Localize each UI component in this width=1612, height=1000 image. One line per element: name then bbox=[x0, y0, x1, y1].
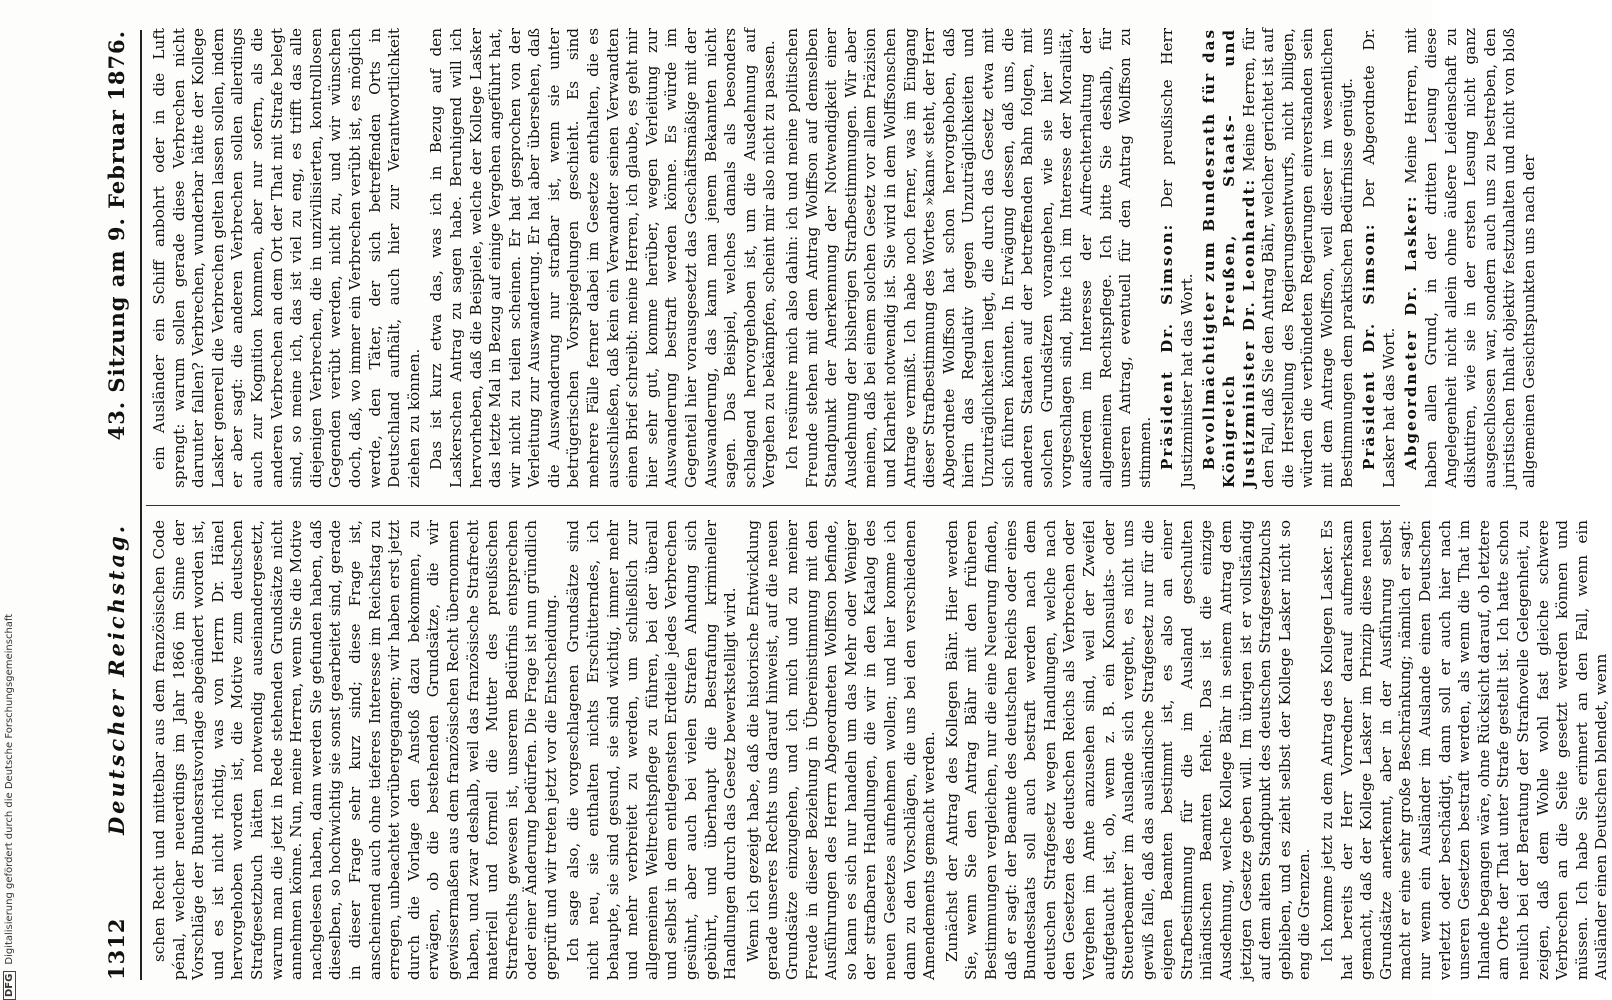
speaker-name: Präsident Dr. Simson: bbox=[1360, 222, 1379, 470]
newspaper-sheet bbox=[90, 10, 1611, 1000]
paragraph: Das ist kurz etwa das, was ich in Bezug auf den Laskerschen Antrag zu sagen habe. Beruhigend will ich hervorheben, daß die Beispiele, welche der Kollege Lasker das letzte Mal in Bezug auf einige Vergehen angeführt hat, wir nicht zu teilen scheinen. Er hat gesprochen von der Verleitung zur Auswanderung. Er hat aber übersehen, daß die Auswanderung nur strafbar ist, wenn sie unter betrügerischen Vorspiegelungen geschieht. Es sind mehrere Fälle ferner dabei im Gesetze enthalten, die es ausschließen, daß kein ein Verwandter seinen Verwandten einen Brief schreibt: meine Herren, ich glaube, es geht mir hier sehr gut, komme herüber, wegen Verleitung zur Auswanderung bestraft werden könne. Es würde im Gegenteil hier vorausgesetzt das Geschäftsmäßige mit der Auswanderung, das kann man jenem Bekannten nicht sagen. Das Beispiel, welches damals als besonders schlagend hervorgehoben ist, um die Ausdehnung auf Vergehen zu bekämpfen, scheint mir also nicht zu passen. bbox=[427, 28, 779, 488]
paragraph: Ich resümire mich also dahin: ich und meine politischen Freunde stehen mit dem Antrag Wolffson auf demselben Standpunkt der Anerkennung der Notwendigkeit einer Ausdehnung der bisherigen Strafbestimmungen. Wir aber meinen, daß bei einem solchen Gesetz vor allem Präzision und Klarheit notwendig ist. Sie wird in dem Wolffsonschen Antrage vermißt. Ich habe noch ferner, was im Eingang dieser Strafbestimmung des Wortes »kann« steht, der Herr Abgeordnete Wolffson hat schon hervorgehoben, daß hierin das Regulativ gegen Unzuträglichkeiten und Unzuträglichkeiten liegt, die durch das Gesetz etwa mit sich führen könnten. In Erwägung dessen, daß uns, die anderen Staaten auf der betreffenden Bahn folgen, mit solchen Grundsätzen vorangehen, wie sie hier uns vorgeschlagen sind, bitte ich im Interesse der Moralität, außerdem im Interesse der Aufrechterhaltung der allgemeinen Rechtspflege. Ich bitte Sie deshalb, für unseren Antrag, eventuell für den Antrag Wolffson zu stimmen. bbox=[783, 28, 1154, 488]
speech-text: Meine Herren, für den Fall, daß Sie den Antrag Bähr, welcher gerichtet ist auf die Herstellung des Regierungsentwurfs, nicht billigen, würden die verbündeten Regierungen einverstanden sein mit dem Antrage Wolffson, weil dieser im wesentlichen Bestimmungen dem praktischen Bedürfnisse genügt. bbox=[1239, 28, 1356, 488]
speech-text: Meine Herren, mit haben allen Grund, in der dritten Lesung diese Angelegenheit nicht allein ohne äußere Leidenschaft zu diskutiren, wie sie in der ersten Lesung nicht ganz ausgeschlossen war, sondern auch uns zu bestreben, den juristischen Inhalt objektiv festzuhalten und nicht von bloß allgemeinen Gesichtspunkten uns nach der bbox=[1402, 28, 1538, 488]
paragraph: ein Ausländer ein Schiff anbohrt oder in die Luft sprengt: warum sollen gerade diese Verbrechen nicht darunter fallen? Verbrechen, wunderbar hätte der Kollege Lasker generell die Verbrechen gelten lassen sollen, indem er aber sagt: die anderen Verbrechen sollen allerdings auch zur Kognition kommen, aber nur sofern, als die anderen Verbrechen an dem Ort der That mit Strafe belegt sind, so meine ich, das ist viel zu eng, es trifft das alle diejenigen Verbrechen, die in unzivilisierten, kontrolllosen Gegenden verübt werden, nicht zu, und wir wünschen doch, daß, wo immer ein Verbrechen verübt ist, es möglich werde, den Täter, der sich betreffenden Orts in Deutschland aufhält, auch hier zur Verantwortlichkeit ziehen zu können. bbox=[150, 28, 423, 488]
digitization-note: Digitalisierung gefördert durch die Deutsche Forschungsgemeinschaft bbox=[4, 613, 15, 965]
paragraph: schen Recht und mittelbar aus dem französischen Code pénal, welcher neuerdings im Jahr 1866 im Sinne der Vorschläge der Bundesratsvorlage abgeändert worden ist, und es ist nicht richtig, was von Herrn Dr. Hänel hervorgehoben worden ist, die Motive zum deutschen Strafgesetzbuch hätten notwendig auseinandergesetzt, warum man die jetzt in Rede stehenden Grundsätze nicht annehmen könne. Nun, meine Herren, wenn Sie die Motive nachgelesen haben, dann werden Sie gefunden haben, daß dieselben, so hochwichtig sie sonst gearbeitet sind, gerade in dieser Frage sehr kurz sind; diese Frage ist, anscheinend auch ohne tieferes Interesse im Reichstag zu erregen, unbeachtet vorübergegangen; wir haben erst jetzt durch die Vorlage den Anstoß dazu bekommen, zu erwägen, ob die bestehenden Grundsätze, die wir gewissermaßen aus dem französischen Recht übernommen haben, und zwar deshalb, weil das französische Strafrecht materiell und formell die Mutter des preußischen Strafrechts gewesen ist, unserem Bedürfnis entsprechen oder einer Änderung bedürfen. Die Frage ist nun gründlich geprüft und wir treten jetzt vor die Entscheidung. bbox=[150, 520, 560, 980]
running-header bbox=[104, 30, 134, 980]
speaker-name: Abgeordneter Dr. Lasker: bbox=[1402, 194, 1421, 470]
session-line: 43. Sitzung am 9. Februar 1876. bbox=[104, 30, 129, 441]
speech-entry bbox=[1360, 28, 1399, 488]
speech-entry bbox=[1200, 28, 1357, 488]
speech-text: Der preußische Herr Justizminister hat das Wort. bbox=[1158, 27, 1196, 488]
speech-text: Der Abgeordnete Dr. Lasker hat das Wort. bbox=[1360, 27, 1398, 488]
column-divider bbox=[146, 505, 1400, 506]
left-column bbox=[150, 520, 1611, 980]
speech-entry bbox=[1158, 28, 1197, 488]
header-rule bbox=[140, 30, 142, 980]
page-number: 1312 bbox=[104, 917, 129, 980]
dfg-logo: DFG bbox=[3, 971, 16, 1000]
speech-entry bbox=[1402, 28, 1539, 488]
speaker-name: Präsident Dr. Simson: bbox=[1158, 222, 1177, 470]
publication-title: Deutscher Reichstag. bbox=[104, 522, 129, 836]
right-column bbox=[150, 27, 1538, 488]
digitization-credit bbox=[3, 0, 17, 1000]
paragraph: Wenn ich gezeigt habe, daß die historische Entwicklung gerade unseres Rechts uns darauf hinweist, auf die neuen Grundsätze einzugehen, und ich mich und zu meiner Freude in dieser Beziehung in Übereinstimmung mit den Ausführungen des Herrn Abgeordneten Wolffson befinde, so kann es sich nur handeln um das Mehr oder Weniger der strafbaren Handlungen, die wir in den Katalog des neuen Gesetzes aufnehmen wollen; und hier komme ich dann zu den Vorschlägen, die uns bei den verschiedenen Amendements gemacht werden. bbox=[743, 520, 939, 980]
speaker-name: Bevollmächtigter zum Bundesrath für das Königreich Preußen, Staats- und Justizminister Dr. Leonhardt: bbox=[1200, 28, 1258, 488]
paragraph: Ich sage also, die vorgeschlagenen Grundsätze sind nicht neu, sie enthalten nichts Erschütterndes, ich behaupte, sie sind gesund, sie sind wichtig, immer mehr und mehr verbreitet zu werden, um schließlich zur allgemeinen Weltrechtspflege zu führen, bei der überall und selbst in dem entlegensten Erdteile jedes Verbrechen gesühnt, aber auch bei vielen Strafen Ahndung sich gebührt, und überhaupt die Bestrafung krimineller Handlungen durch das Gesetz bewerkstelligt wird. bbox=[564, 520, 740, 980]
paragraph: Zunächst der Antrag des Kollegen Bähr. Hier werden Sie, wenn Sie den Antrag Bähr mit den früheren Bestimmungen vergleichen, nur die eine Neuerung finden, daß er sagt: der Beamte des deutschen Reichs oder eines Bundesstaats soll auch bestraft werden nach dem deutschen Strafgesetz wegen Handlungen, welche nach den Gesetzen des deutschen Reichs als Verbrechen oder Vergehen im Amte anzusehen sind, weil der Zweifel aufgetaucht ist, ob, wenn z. B. ein Konsulats- oder Steuerbeamter im Auslande sich vergeht, es nicht uns gewiß falle, daß das ausländische Strafgesetz nur für die eigenen Beamten bestimmt ist, es also an einer Strafbestimmung für die im Ausland geschulten inländischen Beamten fehle. Das ist die einzige Ausdehnung, welche Kollege Bähr in seinem Antrag dem jetzigen Gesetze geben will. Im übrigen ist er vollständig auf dem alten Standpunkt des deutschen Strafgesetzbuchs geblieben, und es zieht selbst der Kollege Lasker nicht so eng die Grenzen. bbox=[942, 520, 1314, 980]
paragraph: Ich komme jetzt zu dem Antrag des Kollegen Lasker. Es hat bereits der Herr Vorredner darauf aufmerksam gemacht, daß der Kollege Lasker im Prinzip diese neuen Grundsätze anerkennt, aber in der Ausführung selbst macht er eine sehr große Beschränkung; nämlich er sagt: nur wenn ein Ausländer im Auslande einen Deutschen verletzt oder beschädigt, dann soll er auch hier nach unseren Gesetzen bestraft werden, als wenn die That im Inlande begangen wäre, ohne Rücksicht darauf, ob letztere am Orte der That unter Strafe gestellt ist. Ich hatte schon neulich bei der Beratung der Strafnovelle Gelegenheit, zu zeigen, daß dem Wohle wohl fast gleiche schwere Verbrechen an die Seite gesetzt werden können und müssen. Ich habe Sie erinnert an den Fall, wenn ein Ausländer einen Deutschen blendet, wenn bbox=[1318, 520, 1611, 980]
